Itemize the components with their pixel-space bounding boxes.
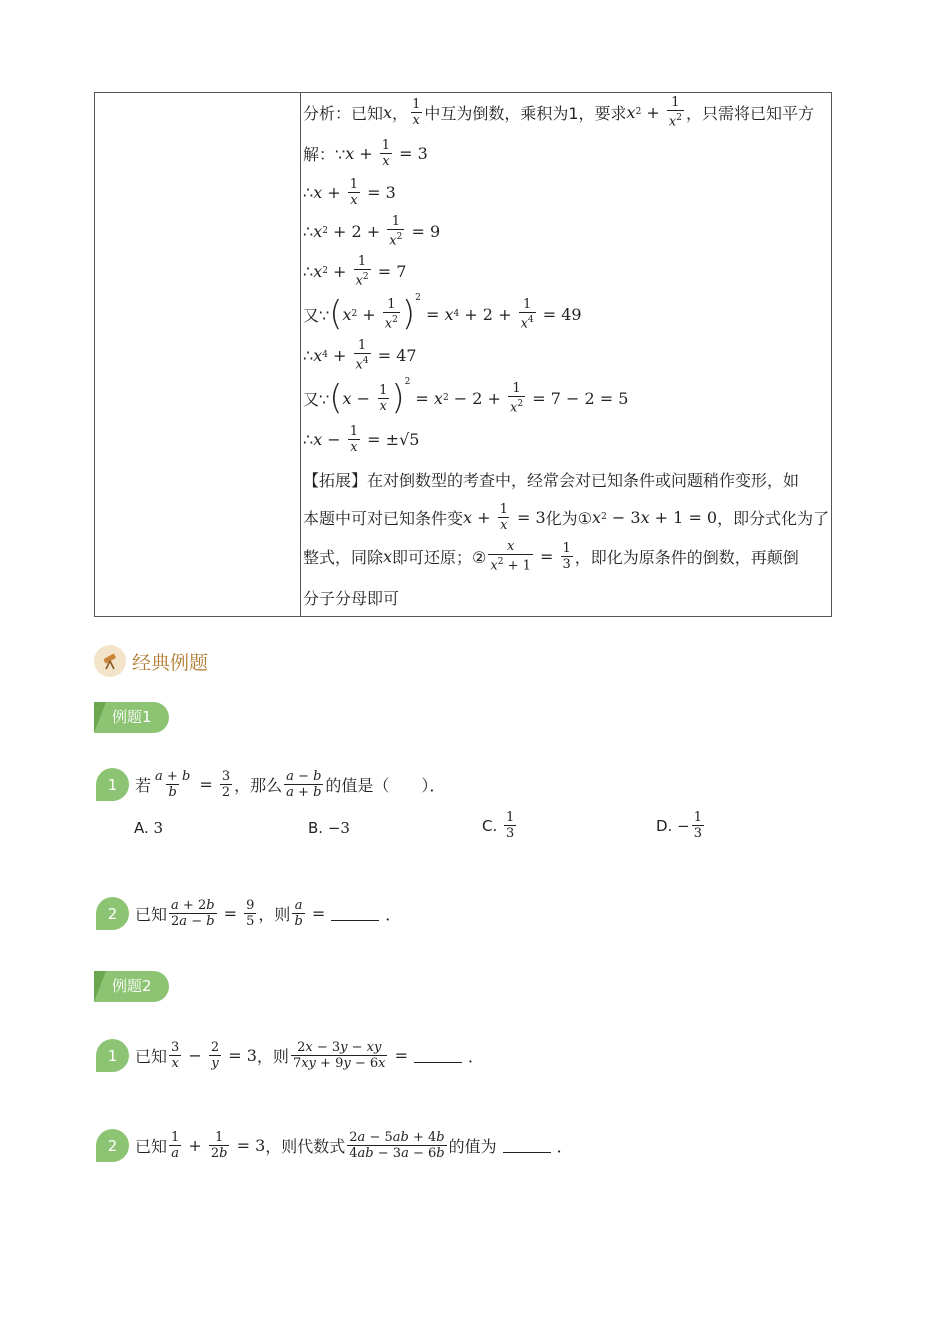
analysis-text: ，只需将已知平方 bbox=[685, 103, 814, 123]
analysis-text: 又∵ bbox=[303, 389, 330, 409]
question-text: 若 bbox=[135, 776, 152, 795]
analysis-line-4: ∴ x 2 + 2 + $\frac{1}{x^2}$ = 9 bbox=[303, 213, 441, 249]
question-text: ． bbox=[556, 1137, 573, 1156]
telescope-icon bbox=[94, 645, 126, 677]
option-label: B. bbox=[308, 819, 324, 837]
option-label: A. bbox=[134, 819, 149, 837]
section-title: 经典例题 bbox=[132, 651, 209, 674]
extension-line-3: 整式，同除 x 即可还原；② $\frac{x}{x^2 + 1}$ = $\frac{1}{3}$ ，即化为原条件的倒数，再颠倒 bbox=[303, 538, 799, 574]
example-tag-2: 例题2 bbox=[94, 971, 169, 1002]
analysis-line-1: 分析：已知 x ， $\frac{1}{x}$ 中互为倒数，乘积为1，要求 x 2 + $\frac{1}{x^2}$ ，只需将已知平方 bbox=[303, 94, 814, 130]
analysis-line-2: 解：∵ x + $\frac{1}{x}$ = 3 bbox=[303, 137, 428, 169]
question-text: ． bbox=[385, 905, 402, 924]
analysis-line-6: 又∵ ( x 2 + $\frac{1}{x^2}$ ) $^2$ = x 4 + 2 + $\frac{1}{x^4}$ = 49 bbox=[303, 293, 582, 334]
answer-blank[interactable] bbox=[331, 907, 379, 921]
question-number: 2 bbox=[96, 897, 129, 930]
question-1-1: 1 若 $\frac{a + b}{b}$ = $\frac{3}{2}$ ，那么 $\frac{a - b}{a + b}$ 的值是（ ）． bbox=[96, 768, 445, 801]
extension-text: 整式，同除 bbox=[303, 547, 384, 567]
table-divider bbox=[300, 93, 301, 616]
section-header bbox=[94, 645, 208, 677]
option-d[interactable]: D. − $\frac{1}{3}$ bbox=[656, 810, 702, 841]
extension-label: 【拓展】 bbox=[303, 470, 368, 490]
extension-text: ，即分式化为了 bbox=[717, 508, 830, 528]
analysis-text: 解：∵ bbox=[303, 144, 346, 164]
extension-line-4 bbox=[303, 580, 399, 614]
extension-text: 化为① bbox=[545, 508, 593, 528]
option-value: −3 bbox=[327, 819, 350, 837]
question-text: ． bbox=[467, 1047, 484, 1066]
question-text: 已知 bbox=[135, 1047, 168, 1066]
extension-line-2: 本题中可对已知条件变 x + $\frac{1}{x}$ = 3 化为① x 2 − 3 x + 1 = 0 ，即分式化为了 bbox=[303, 501, 830, 533]
option-label: C. bbox=[482, 816, 498, 835]
answer-blank[interactable] bbox=[503, 1139, 551, 1153]
question-text: ，则 bbox=[256, 1047, 289, 1066]
option-c[interactable]: C. $\frac{1}{3}$ bbox=[482, 810, 515, 841]
analysis-text: 中互为倒数，乘积为1，要求 bbox=[424, 103, 627, 123]
question-text: 已知 bbox=[135, 1137, 168, 1156]
question-1-2: 2 已知 $\frac{a + 2b}{2a - b}$ = $\frac{9}{5}$ ，则 $\frac{a}{b}$ = ． bbox=[96, 897, 401, 930]
question-number: 1 bbox=[96, 768, 129, 801]
question-text: ，则 bbox=[258, 905, 291, 924]
option-value: 3 bbox=[153, 819, 164, 837]
example-tag-1: 例题1 bbox=[94, 702, 169, 733]
answer-blank[interactable] bbox=[414, 1049, 462, 1063]
extension-line-1 bbox=[303, 462, 799, 496]
analysis-text: 分析：已知 bbox=[303, 103, 384, 123]
question-text: 的值是（ ）． bbox=[325, 776, 446, 795]
extension-text: ，即化为原条件的倒数，再颠倒 bbox=[574, 547, 799, 567]
analysis-table bbox=[94, 92, 832, 617]
option-b[interactable] bbox=[308, 819, 350, 837]
question-2-1: 1 已知 $\frac{3}{x}$ − $\frac{2}{y}$ = 3 ，则 $\frac{2x - 3y - xy}{7xy + 9y - 6x}$ = ． bbox=[96, 1039, 484, 1072]
analysis-line-5: ∴ x 2 + $\frac{1}{x^2}$ = 7 bbox=[303, 253, 407, 289]
option-a[interactable] bbox=[134, 819, 163, 837]
analysis-line-3: ∴ x + $\frac{1}{x}$ = 3 bbox=[303, 176, 396, 208]
question-text: ，则代数式 bbox=[265, 1137, 346, 1156]
extension-text: 分子分母即可 bbox=[303, 588, 400, 608]
extension-text: 本题中可对已知条件变 bbox=[303, 508, 464, 528]
analysis-text: 又∵ bbox=[303, 305, 330, 325]
question-text: 的值为 bbox=[448, 1137, 497, 1156]
analysis-line-8: 又∵ ( x − $\frac{1}{x}$ ) $^2$ = x 2 − 2 + $\frac{1}{x^2}$ = 7 − 2 = 5 bbox=[303, 377, 629, 418]
question-text: ，那么 bbox=[234, 776, 283, 795]
option-label: D. bbox=[656, 816, 673, 835]
analysis-line-7: ∴ x 4 + $\frac{1}{x^4}$ = 47 bbox=[303, 337, 417, 373]
extension-text: 即可还原；② bbox=[392, 547, 487, 567]
question-number: 2 bbox=[96, 1129, 129, 1162]
question-text: 已知 bbox=[135, 905, 168, 924]
question-number: 1 bbox=[96, 1039, 129, 1072]
extension-text: 在对倒数型的考查中，经常会对已知条件或问题稍作变形，如 bbox=[367, 470, 800, 490]
analysis-line-9: ∴ x − $\frac{1}{x}$ = ±√5 bbox=[303, 423, 420, 455]
question-2-2: 2 已知 $\frac{1}{a}$ + $\frac{1}{2b}$ = 3 ，则代数式 $\frac{2a - 5ab + 4b}{4ab - 3a - 6b}$ 的值为 ． bbox=[96, 1129, 573, 1162]
